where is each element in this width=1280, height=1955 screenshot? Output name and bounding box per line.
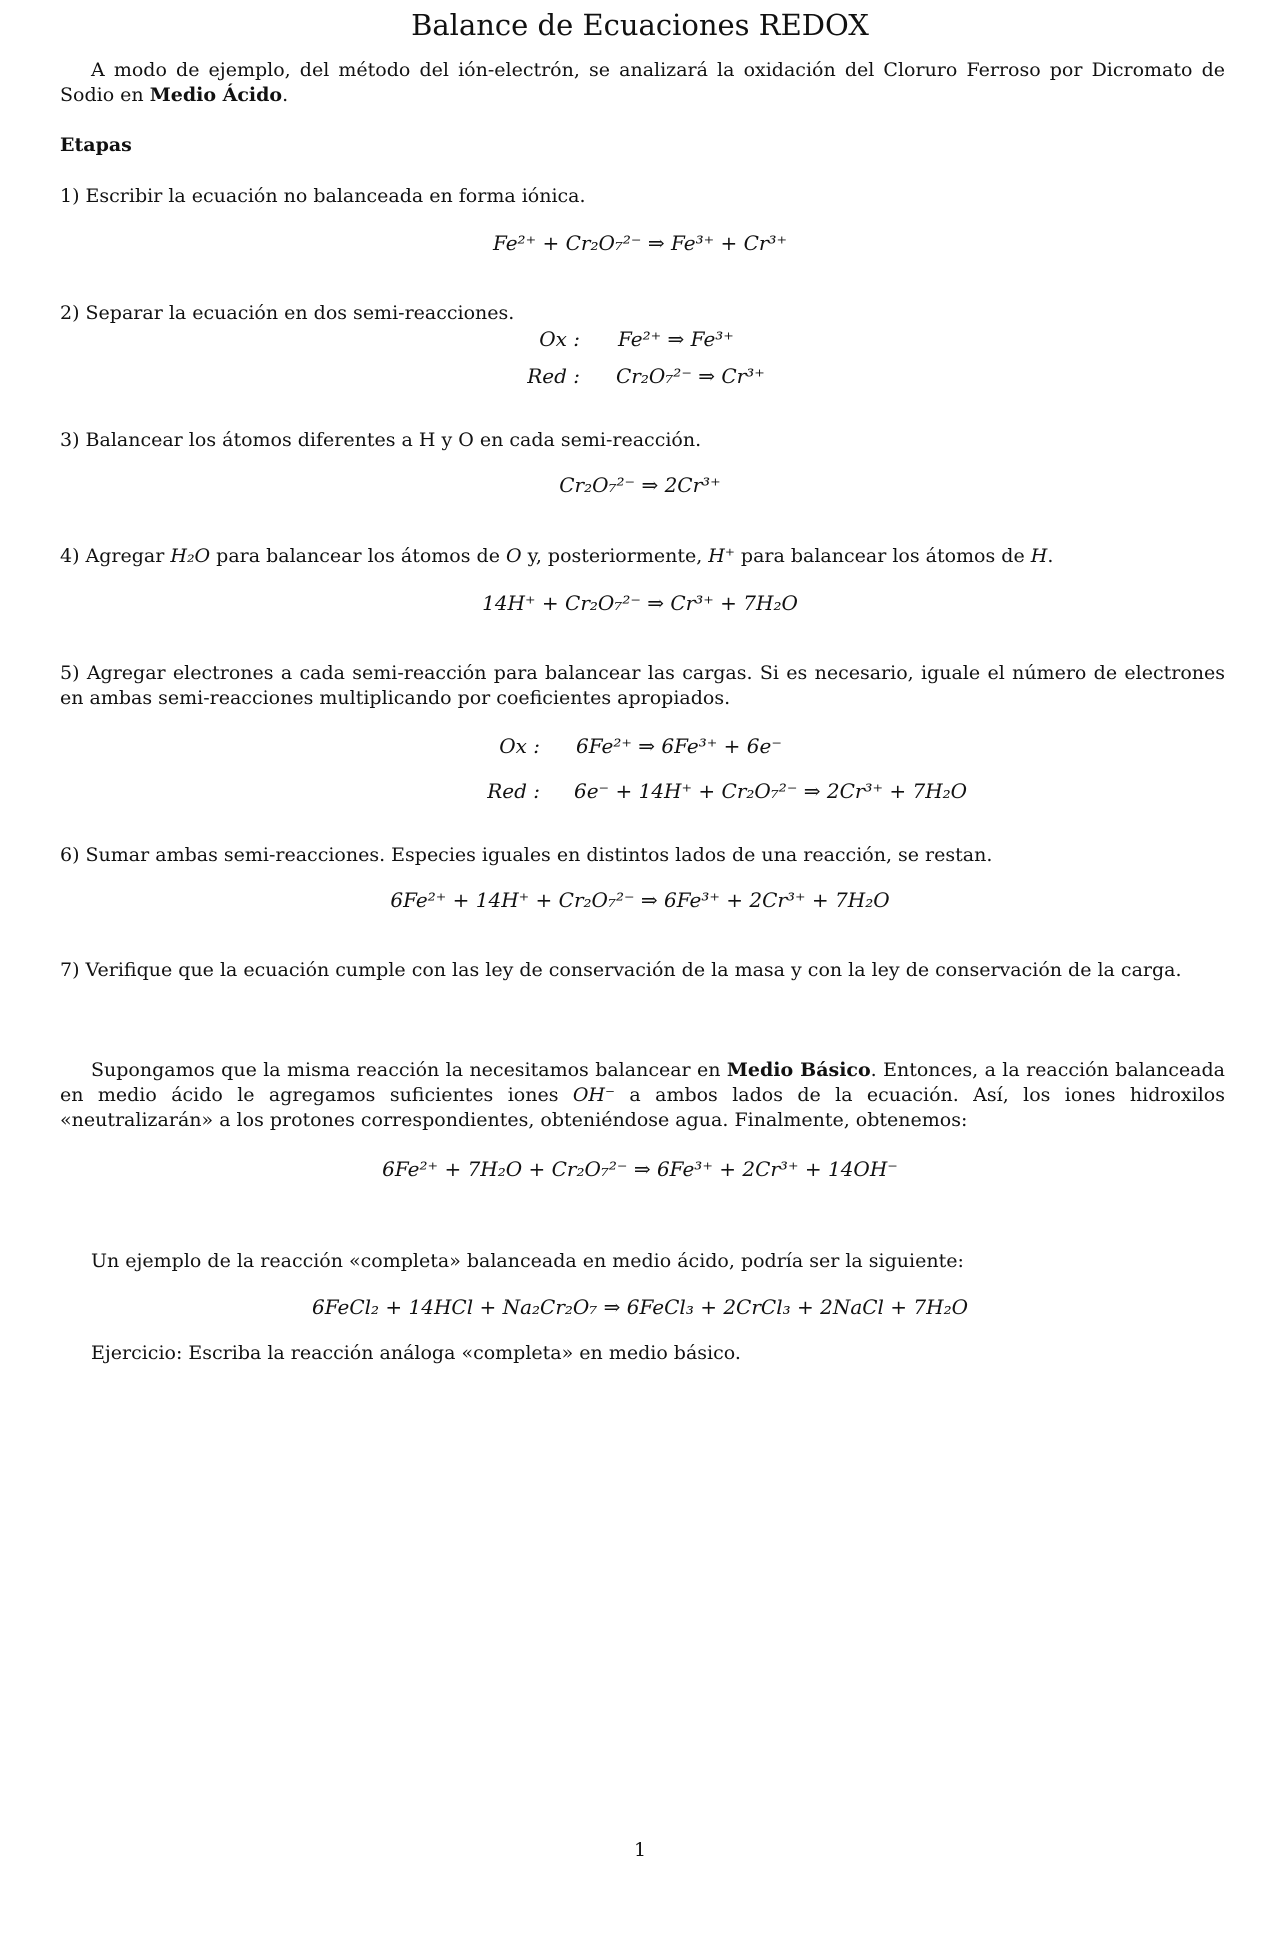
basic-math: OH⁻	[572, 1084, 616, 1106]
basic-text-2: . Entonces, a la reacción balanceada en medio ácido le agregamos suficientes iones	[60, 1059, 1225, 1106]
red5-label: Red :	[487, 779, 540, 803]
step-3: 3) Balancear los átomos diferentes a H y O en cada semi-reacción.	[60, 429, 702, 451]
basic-text-1: Supongamos que la misma reacción la necesitamos balancear en	[91, 1059, 727, 1081]
step-4-text-4: para balancear los átomos de	[734, 545, 1031, 567]
intro-end: .	[282, 84, 289, 106]
equation-step-6: 6Fe²⁺ + 14H⁺ + Cr₂O₇²⁻ ⇒ 6Fe³⁺ + 2Cr³⁺ + 7H₂O	[390, 888, 890, 912]
step-5: 5) Agregar electrones a cada semi-reacción para balancear las cargas. Si es necesario, iguale el número de electrones en ambas semi-reacciones multiplicando por coeficientes apropiados.	[60, 662, 1225, 709]
equation-complete: 6FeCl₂ + 14HCl + Na₂Cr₂O₇ ⇒ 6FeCl₃ + 2CrCl₃ + 2NaCl + 7H₂O	[311, 1295, 968, 1319]
step-4-math-1: H₂O	[170, 545, 211, 567]
step-4-math-3: H⁺	[708, 545, 735, 567]
red-label: Red :	[527, 364, 580, 388]
etapas-heading: Etapas	[60, 134, 132, 156]
step-4-text-3: y, posteriormente,	[521, 545, 709, 567]
step-2: 2) Separar la ecuación en dos semi-reacciones.	[60, 302, 515, 324]
step-4-math-4: H	[1030, 545, 1048, 567]
step-4-text-2: para balancear los átomos de	[210, 545, 506, 567]
basic-bold: Medio Básico	[726, 1059, 871, 1081]
step-7: 7) Verifique que la ecuación cumple con las ley de conservación de la masa y con la ley de conservación de la carga.	[60, 959, 1182, 981]
basic-paragraph	[60, 1058, 1225, 1133]
ox5-half-reaction: 6Fe²⁺ ⇒ 6Fe³⁺ + 6e⁻	[576, 734, 782, 758]
ox5-label: Ox :	[499, 734, 540, 758]
step-4	[60, 544, 1225, 569]
equation-unbalanced: Fe²⁺ + Cr₂O₇²⁻ ⇒ Fe³⁺ + Cr³⁺	[492, 231, 788, 255]
ox-half-reaction: Fe²⁺ ⇒ Fe³⁺	[618, 327, 734, 351]
intro-bold: Medio Ácido	[149, 84, 283, 106]
step-1: 1) Escribir la ecuación no balanceada en forma iónica.	[60, 185, 586, 207]
basic-text-3: a ambos lados de la ecuación. Así, los iones hidroxilos «neutralizarán» a los protones correspondientes, obteniéndose agua. Finalmente, obtenemos:	[60, 1084, 1225, 1131]
step-4-text-1: 4) Agregar	[60, 545, 171, 567]
equation-step-3: Cr₂O₇²⁻ ⇒ 2Cr³⁺	[559, 473, 721, 497]
intro-text: A modo de ejemplo, del método del ión-electrón, se analizará la oxidación del Cloruro Ferroso por Dicromato de Sodio en	[60, 59, 1225, 106]
red5-half-reaction: 6e⁻ + 14H⁺ + Cr₂O₇²⁻ ⇒ 2Cr³⁺ + 7H₂O	[574, 779, 968, 803]
page-title: Balance de Ecuaciones REDOX	[411, 8, 869, 42]
page-number: 1	[633, 1839, 647, 1861]
example-paragraph: Un ejemplo de la reacción «completa» balanceada en medio ácido, podría ser la siguiente:	[91, 1250, 964, 1272]
exercise-paragraph: Ejercicio: Escriba la reacción análoga «completa» en medio básico.	[91, 1342, 741, 1364]
equation-step-4: 14H⁺ + Cr₂O₇²⁻ ⇒ Cr³⁺ + 7H₂O	[482, 591, 798, 615]
red-half-reaction: Cr₂O₇²⁻ ⇒ Cr³⁺	[616, 364, 765, 388]
equation-basic: 6Fe²⁺ + 7H₂O + Cr₂O₇²⁻ ⇒ 6Fe³⁺ + 2Cr³⁺ + 14OH⁻	[382, 1157, 898, 1181]
ox-label: Ox :	[539, 327, 580, 351]
step-4-math-2: O	[506, 545, 522, 567]
intro-paragraph	[60, 58, 1225, 108]
step-4-text-5: .	[1047, 545, 1054, 567]
step-6: 6) Sumar ambas semi-reacciones. Especies iguales en distintos lados de una reacción, se restan.	[60, 844, 993, 866]
